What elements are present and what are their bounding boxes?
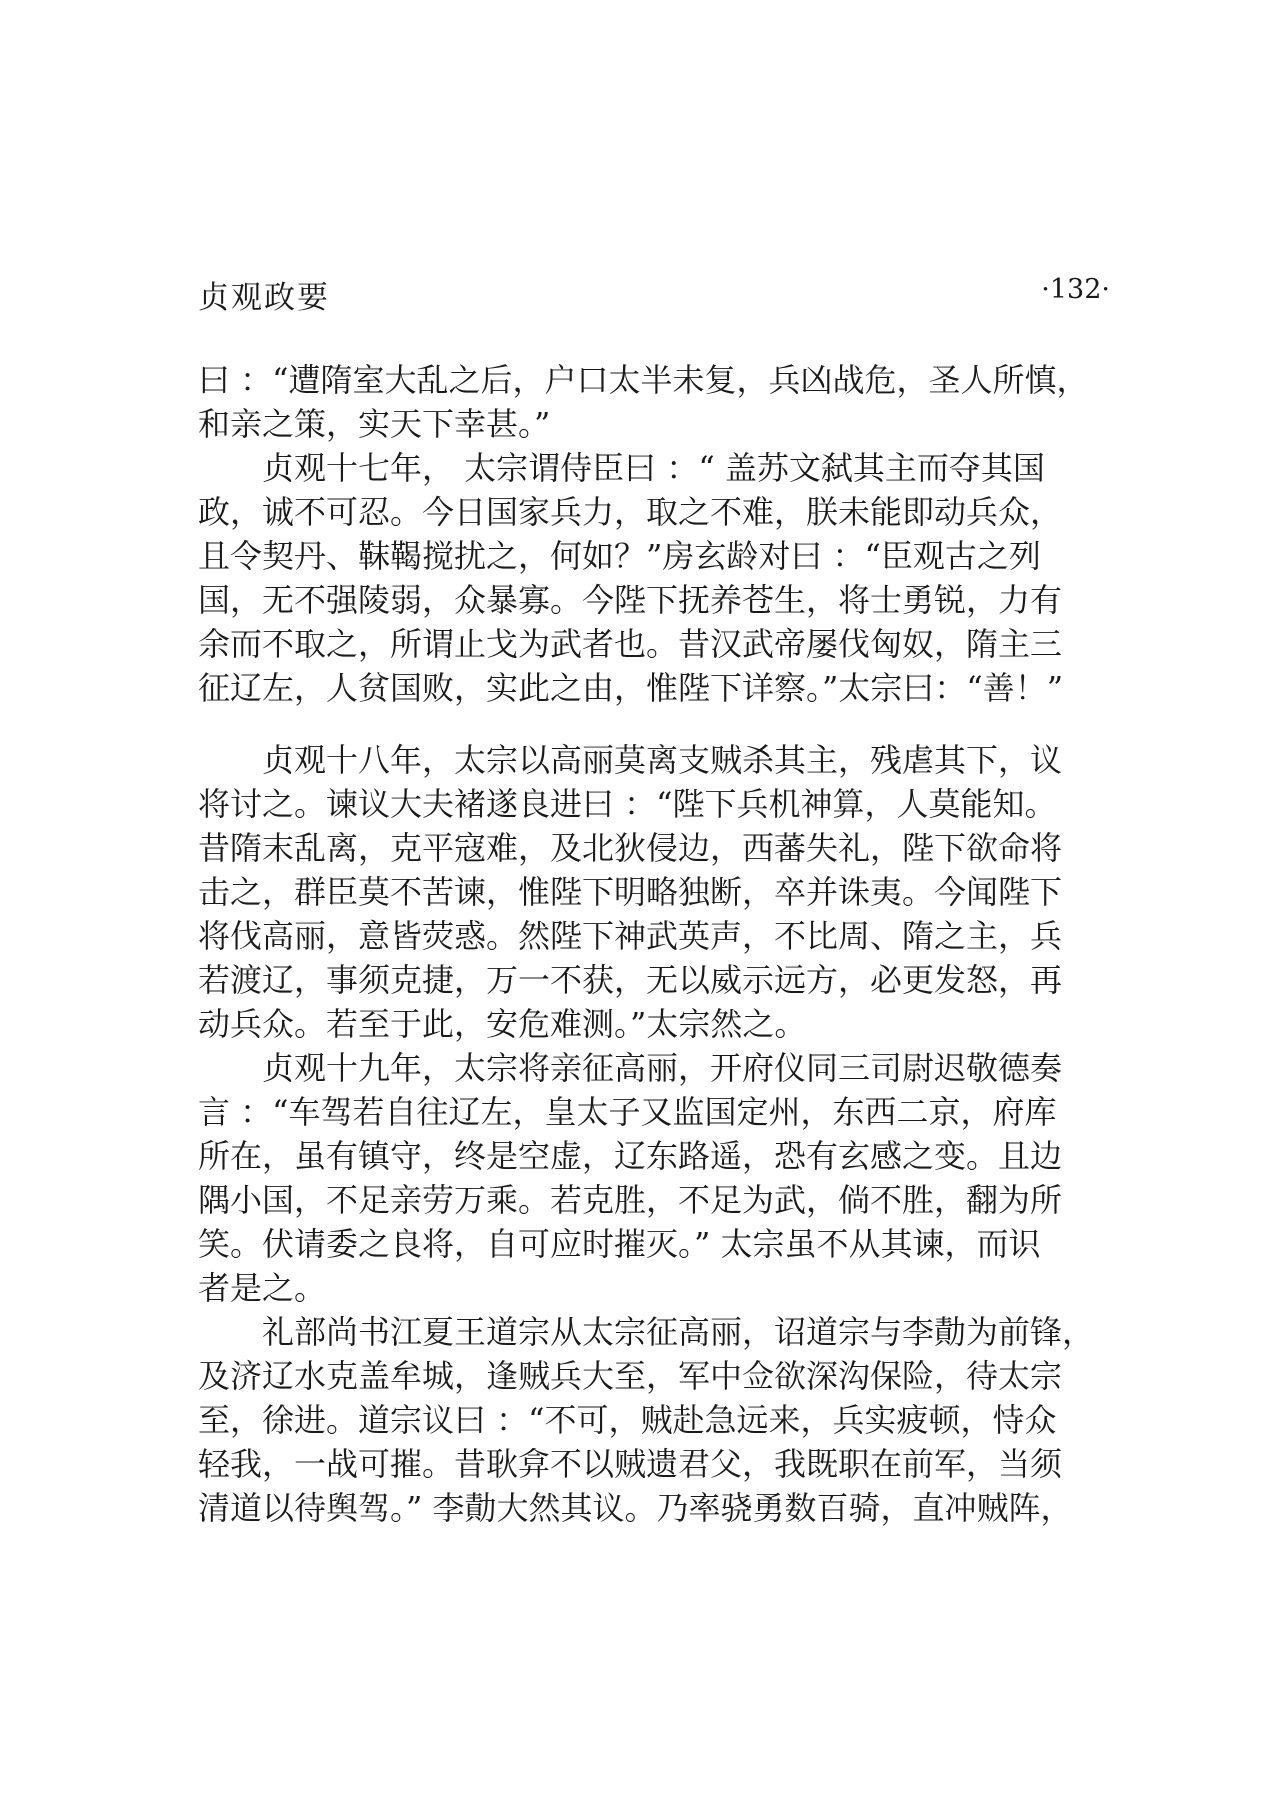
book-title: 贞观政要 [198,280,330,316]
paragraph-start-line: 贞观十九年，太宗将亲征高丽，开府仪同三司尉迟敬德奏 [262,1049,1063,1087]
paragraph-start-line: 贞观十八年，太宗以高丽莫离支贼杀其主，残虐其下，议 [262,741,1063,779]
text-line: 和亲之策，实天下幸甚。” [198,405,551,443]
text-line: 若渡辽，事须克捷，万一不获，无以威示远方，必更发怒，再 [198,961,1063,999]
text-line: 且令契丹、靺鞨搅扰之，何如？”房玄龄对曰 ：“臣观古之列 [198,537,1041,575]
text-line: 轻我，一战可摧。昔耿弇不以贼遗君父，我既职在前军，当须 [198,1445,1063,1483]
text-line: 余而不取之，所谓止戈为武者也。昔汉武帝屡伐匈奴，隋主三 [198,625,1063,663]
text-line: 言 ：“车驾若自往辽左，皇太子又监国定州，东西二京，府库 [198,1093,1057,1131]
text-line: 昔隋末乱离，克平寇难，及北狄侵边，西蕃失礼，陛下欲命将 [198,829,1063,867]
text-line: 隅小国，不足亲劳万乘。若克胜，不足为武，倘不胜，翻为所 [198,1181,1063,1219]
text-line: 清道以待舆驾。” 李勣大然其议。乃率骁勇数百骑，直冲贼阵， [198,1489,1073,1527]
paragraph-start-line: 礼部尚书江夏王道宗从太宗征高丽，诏道宗与李勣为前锋， [262,1313,1095,1351]
text-line: 者是之。 [198,1269,327,1307]
text-line: 笑。伏请委之良将，自可应时摧灭。” 太宗虽不从其谏，而识 [198,1225,1041,1263]
text-line: 征辽左，人贫国败，实此之由，惟陛下详察。”太宗曰：“善！” [198,669,1064,707]
text-line: 动兵众。若至于此，安危难测。”太宗然之。 [198,1005,807,1043]
running-header [198,272,1110,316]
page-number: ·132· [1041,274,1110,305]
text-line: 政，诚不可忍。今日国家兵力，取之不难，朕未能即动兵众， [198,493,1063,531]
text-body [198,358,1098,1530]
paragraph-start-line: 贞观十七年， 太宗谓侍臣曰 ：“ 盖苏文弑其主而夺其国 [262,449,1045,487]
text-line: 将讨之。谏议大夫褚遂良进曰 ：“陛下兵机神算，人莫能知。 [198,785,1057,823]
text-line: 及济辽水克盖牟城，逢贼兵大至，军中佥欲深沟保险，待太宗 [198,1357,1063,1395]
text-line: 国，无不强陵弱，众暴寡。今陛下抚养苍生，将士勇锐，力有 [198,581,1063,619]
text-line: 击之，群臣莫不苦谏，惟陛下明略独断，卒并诛夷。今闻陛下 [198,873,1063,911]
paragraph-gap [198,710,1098,738]
text-line: 将伐高丽，意皆荧惑。然陛下神武英声，不比周、隋之主，兵 [198,917,1063,955]
text-line: 所在，虽有镇守，终是空虚，辽东路遥，恐有玄感之变。且边 [198,1137,1063,1175]
text-line: 至，徐进。道宗议曰 ：“不可，贼赴急远来，兵实疲顿，恃众 [198,1401,1057,1439]
text-line: 曰 ：“遭隋室大乱之后，户口太半未复，兵凶战危，圣人所慎， [198,361,1089,399]
